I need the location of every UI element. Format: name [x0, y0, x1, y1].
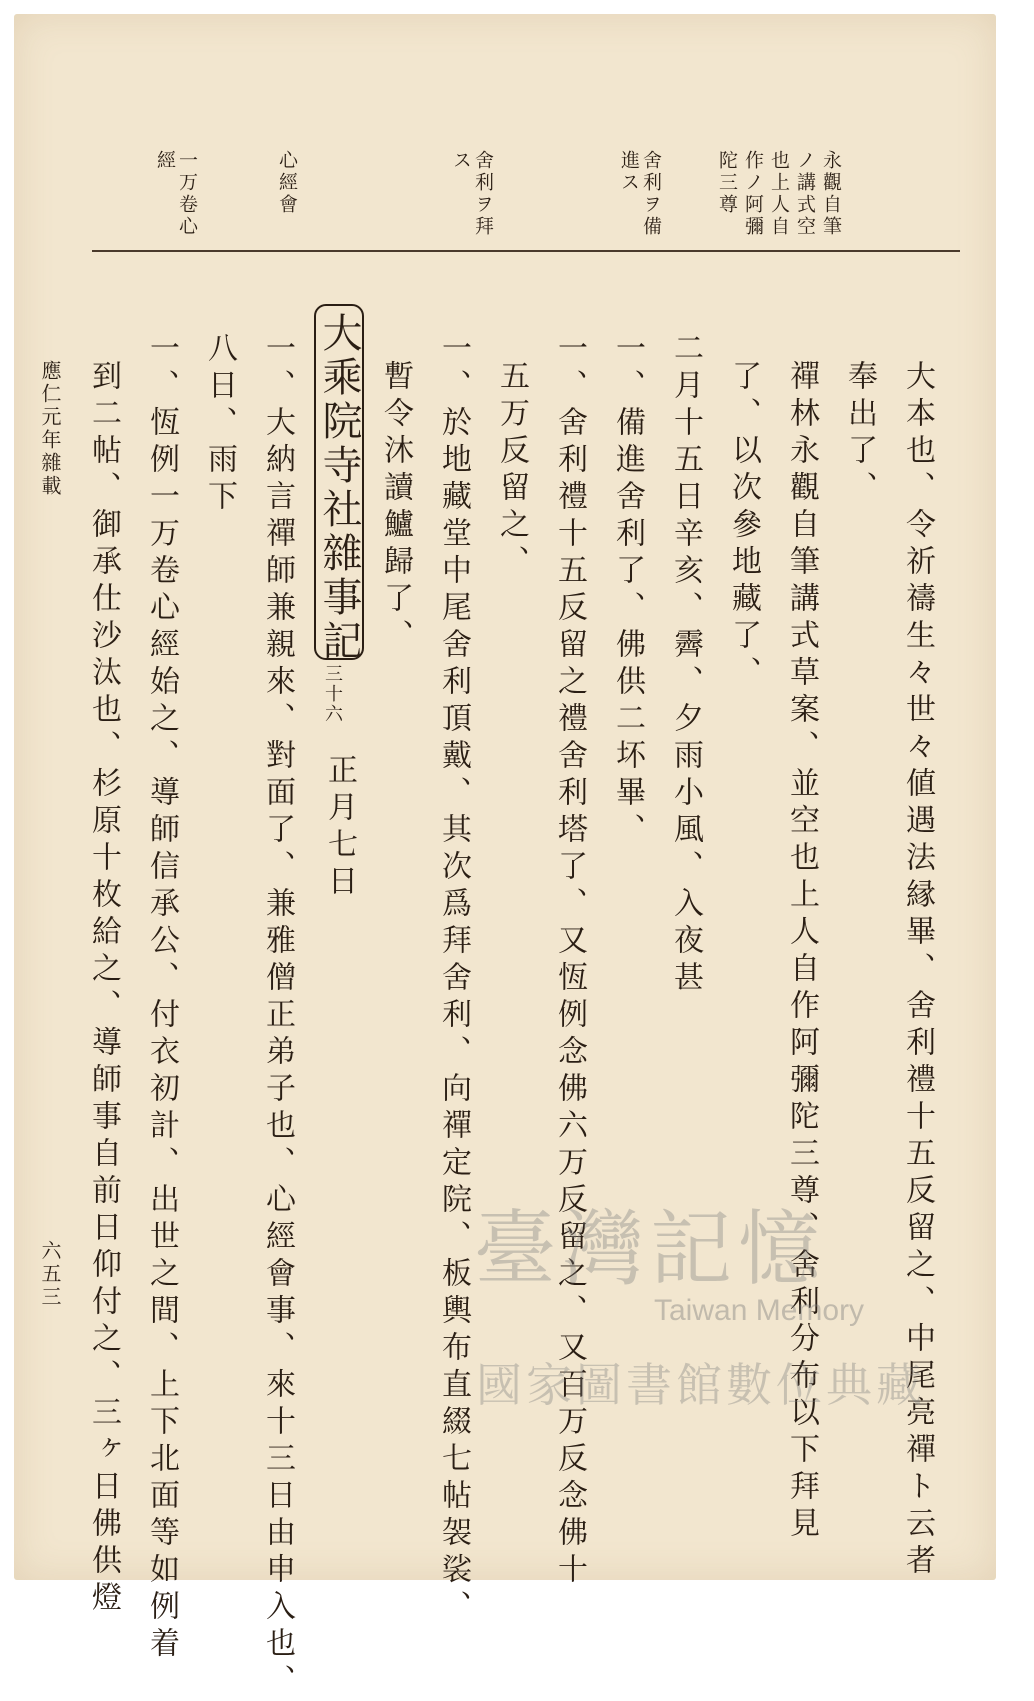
- note-3: 舍利ヲ拜ス: [450, 150, 494, 238]
- body-line-13: 一、恆例一万卷心經始之、導師信承公、付衣初計、出世之間、上下北面等如例着: [144, 332, 179, 1664]
- watermark-english: Taiwan Memory: [654, 1294, 865, 1327]
- running-title: 應仁元年雜載: [38, 360, 62, 498]
- body-line-14: 到二帖、御承仕沙汰也、杉原十枚給之、導師事自前日仰付之、三ヶ日佛供燈: [86, 360, 121, 1618]
- note-5: 一万卷心經: [154, 150, 198, 238]
- section-heading: 大乘院寺社雜事記: [314, 304, 364, 660]
- body-line-12: 八日、雨下: [202, 332, 237, 517]
- bracket-note: 三十六: [322, 664, 343, 724]
- body-line-11: 一、大納言禪師兼親來、對面了、兼雅僧正弟子也、心經會事、來十三日由申入也、: [260, 332, 295, 1701]
- page-number: 六五三: [38, 1240, 62, 1309]
- note-2: 舍利ヲ備進ス: [618, 150, 662, 238]
- watermark-subtitle: 國家圖書館數位典藏: [476, 1358, 926, 1412]
- body-line-8: 五万反留之、: [494, 360, 529, 582]
- body-line-4: 了、以次參地藏了、: [726, 360, 761, 693]
- document-page: [14, 14, 996, 1701]
- body-line-3: 禪林永觀自筆講式草案、並空也上人自作阿彌陀三尊、舍利分布以下拜見: [784, 360, 819, 1544]
- header-rule: [92, 250, 960, 252]
- note-1: 永觀自筆ノ講式空也上人自作ノ阿彌陀三尊: [716, 150, 842, 238]
- body-line-10: 暫令沐讀鱸歸了、: [378, 360, 413, 656]
- body-line-9: 一、於地藏堂中尾舍利頂戴、其次爲拜舍利、向禪定院、板輿布直綴七帖袈裟、: [436, 332, 471, 1627]
- date-heading: 正月七日: [322, 754, 357, 902]
- body-line-2: 奉出了、: [842, 360, 877, 508]
- body-line-6: 一、備進舍利了、佛供二坏畢、: [610, 332, 645, 850]
- body-line-1: 大本也、令祈禱生々世々値遇法縁畢、舍利禮十五反留之、中尾亮禪ト云者: [900, 360, 935, 1581]
- body-line-7: 一、舍利禮十五反留之禮舍利塔了、又恆例念佛六万反留之、又百万反念佛十: [552, 332, 587, 1590]
- note-4: 心經會: [276, 150, 298, 216]
- watermark: [474, 1174, 974, 1424]
- watermark-title: 臺灣記憶: [474, 1202, 827, 1297]
- body-line-5: 二月十五日辛亥、霽、夕雨小風、入夜甚: [668, 332, 703, 998]
